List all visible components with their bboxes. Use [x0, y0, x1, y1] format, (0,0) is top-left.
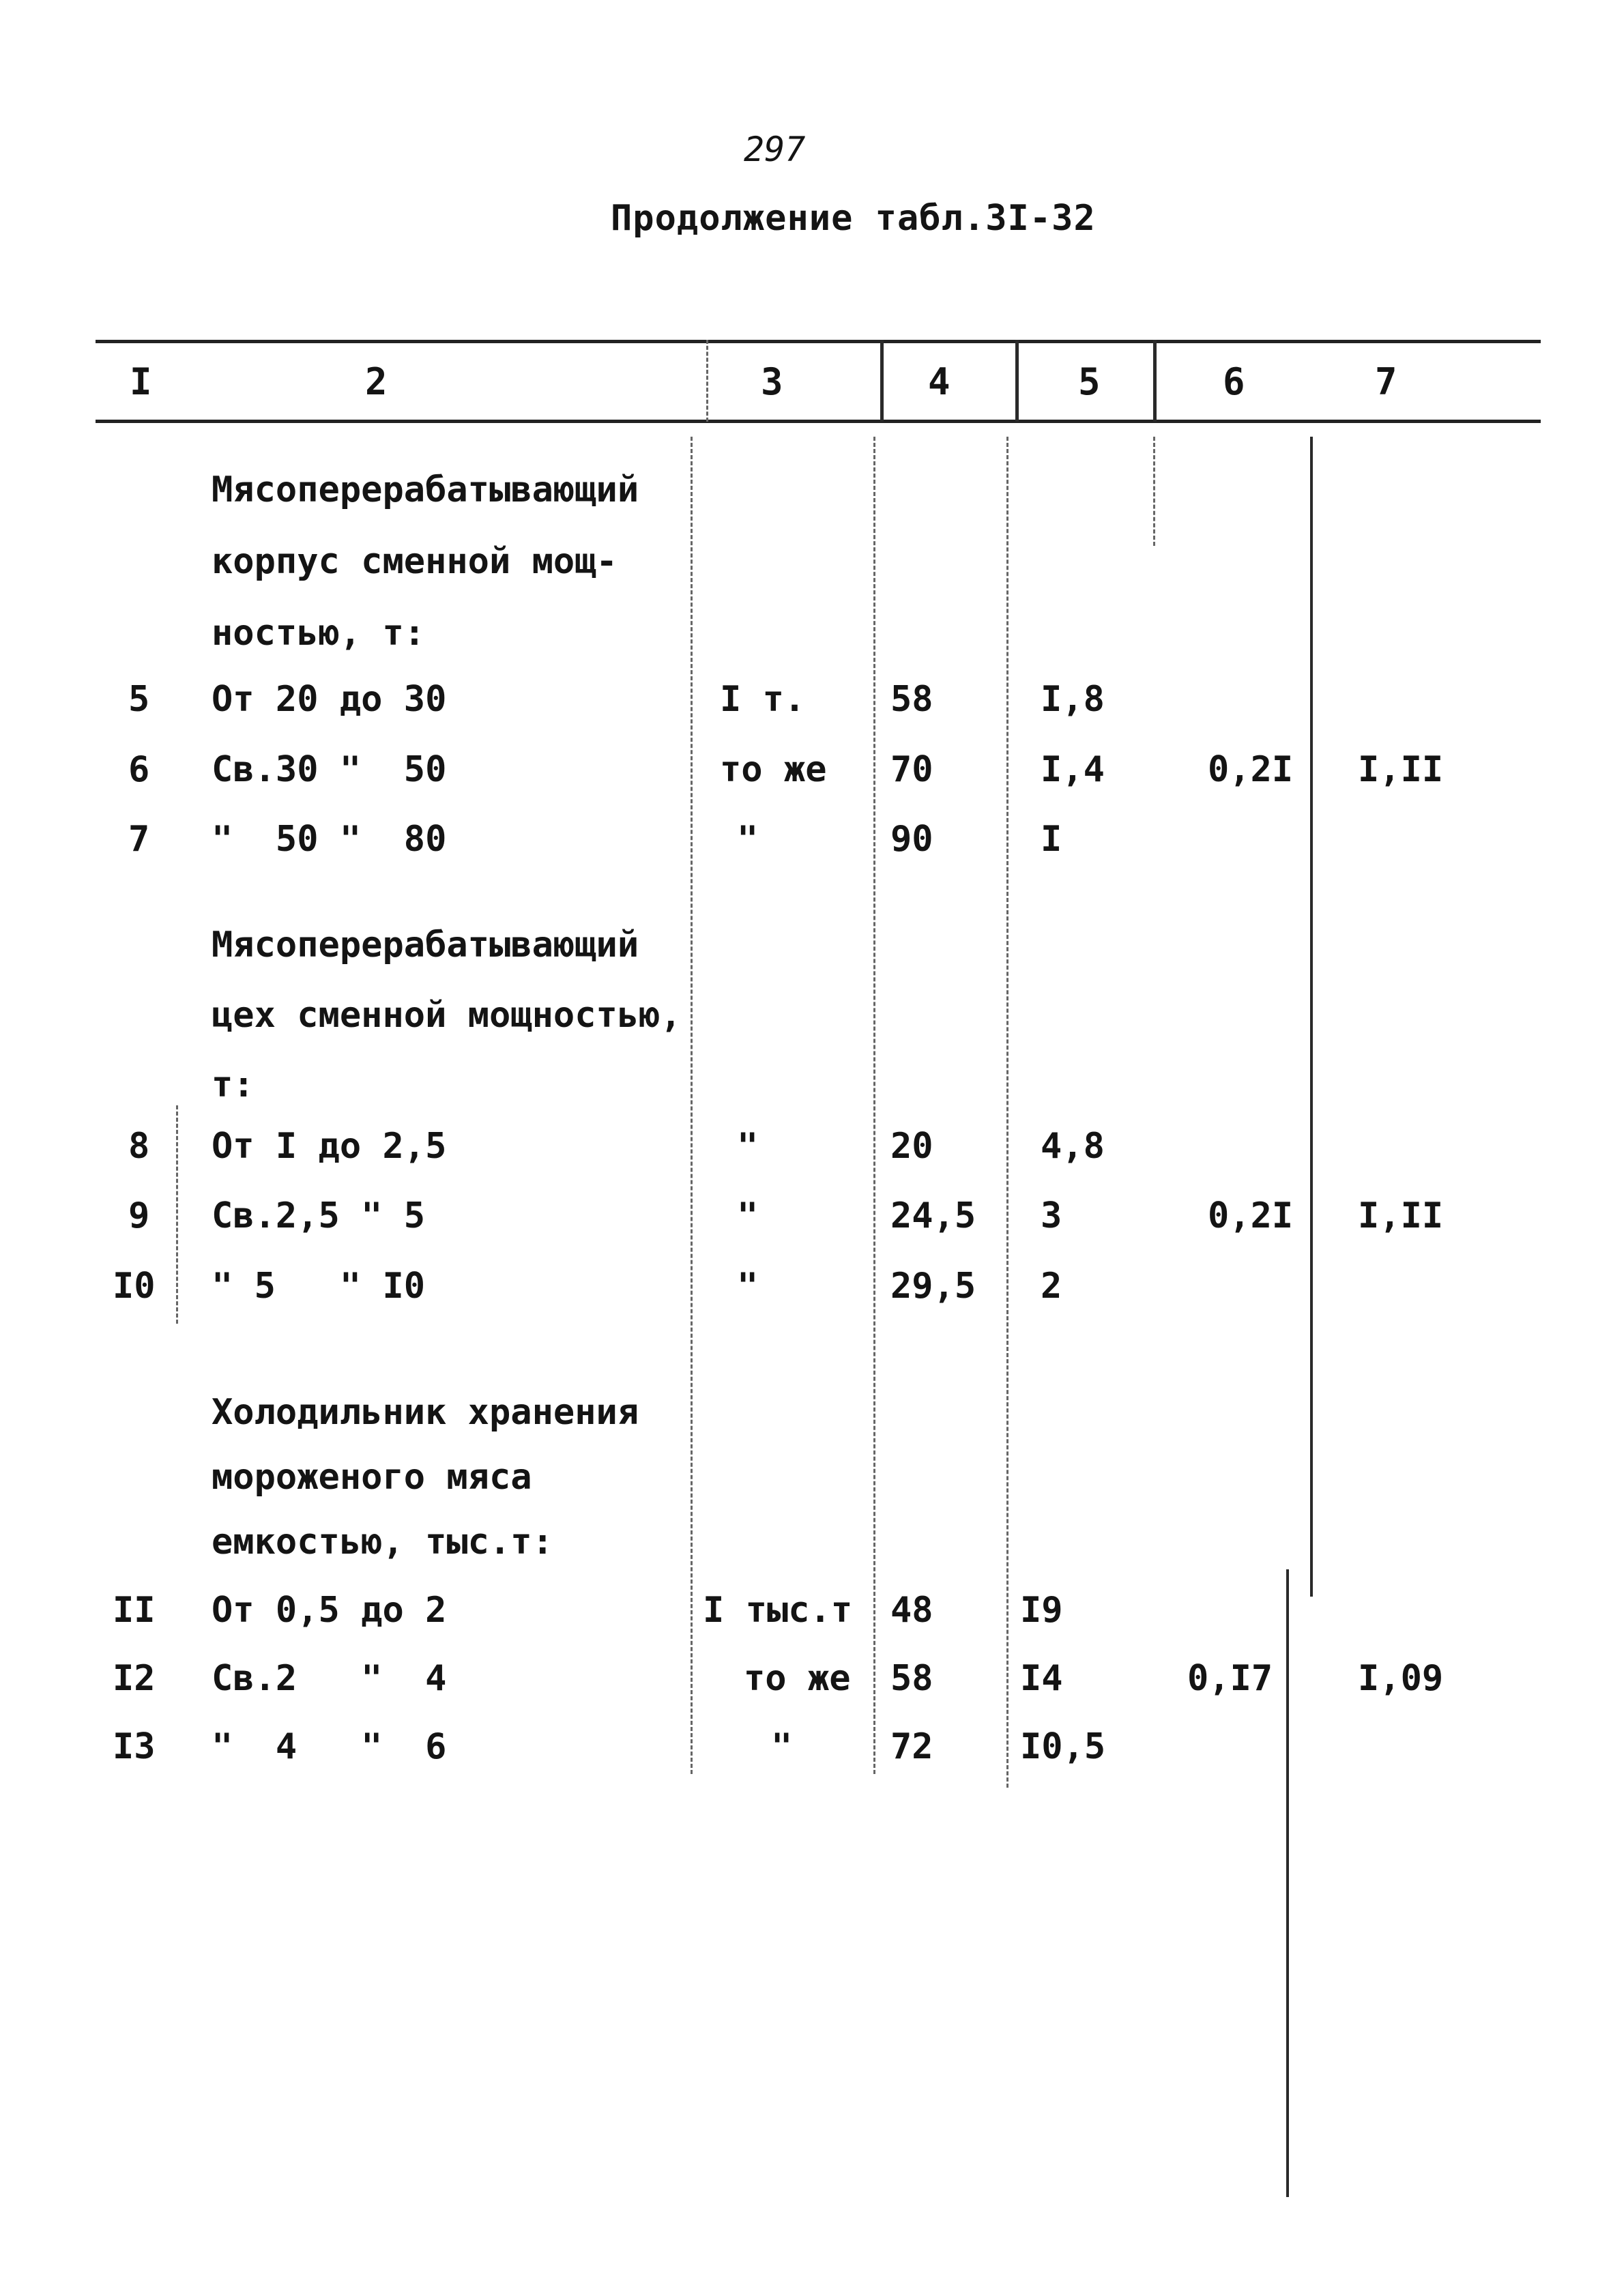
- group-heading-line: т:: [212, 1064, 255, 1105]
- group-heading-line: ностью, т:: [212, 613, 426, 654]
- row-col-6: 0,I7: [1187, 1658, 1273, 1699]
- row-range: От I до 2,5: [212, 1126, 447, 1167]
- row-col-5: 4,8: [1041, 1126, 1105, 1167]
- row-range: " 4 " 6: [212, 1726, 447, 1767]
- row-unit: ": [771, 1726, 793, 1767]
- row-range: От 0,5 до 2: [212, 1590, 447, 1631]
- row-range: Св.2,5 " 5: [212, 1195, 426, 1236]
- row-col-4: 58: [890, 679, 933, 720]
- header-divider-3-4: [880, 340, 884, 422]
- body-divider-5-6: [1153, 437, 1155, 546]
- header-col-5: 5: [1078, 360, 1101, 403]
- row-range: " 5 " I0: [212, 1266, 426, 1307]
- body-divider-1-2: [176, 1105, 178, 1324]
- row-col-5: I,8: [1041, 679, 1105, 720]
- row-col-4: 72: [890, 1726, 933, 1767]
- row-col-5: 2: [1041, 1266, 1062, 1307]
- row-unit: ": [737, 1266, 759, 1307]
- header-col-3: 3: [761, 360, 783, 403]
- header-col-7: 7: [1375, 360, 1397, 403]
- row-number: 6: [128, 749, 150, 790]
- body-divider-4-5: [1006, 437, 1008, 1788]
- row-range: Св.2 " 4: [212, 1658, 447, 1699]
- row-col-4: 29,5: [890, 1266, 976, 1307]
- row-range: " 50 " 80: [212, 819, 447, 860]
- row-col-7: I,II: [1358, 749, 1444, 790]
- row-number: I2: [113, 1658, 156, 1699]
- header-col-1: I: [130, 360, 152, 403]
- row-col-5: I0,5: [1020, 1726, 1106, 1767]
- row-col-4: 90: [890, 819, 933, 860]
- row-unit: ": [737, 1126, 759, 1167]
- row-col-5: I,4: [1041, 749, 1105, 790]
- row-number: II: [113, 1590, 156, 1631]
- table-title: Продолжение табл.3I-32: [611, 198, 1096, 239]
- row-range: Св.30 " 50: [212, 749, 447, 790]
- body-divider-6-7: [1310, 437, 1313, 1597]
- group-heading-line: корпус сменной мощ-: [212, 541, 618, 582]
- row-col-5: I4: [1020, 1658, 1063, 1699]
- row-col-4: 70: [890, 749, 933, 790]
- row-number: 9: [128, 1195, 150, 1236]
- body-divider-6-7-lower: [1286, 1569, 1289, 2197]
- body-divider-2-3: [691, 437, 693, 1774]
- row-number: I0: [113, 1266, 156, 1307]
- header-top-rule: [96, 340, 1541, 343]
- row-unit: I т.: [720, 679, 806, 720]
- row-col-4: 48: [890, 1590, 933, 1631]
- row-range: От 20 до 30: [212, 679, 447, 720]
- group-heading-line: Мясоперерабатывающий: [212, 469, 639, 510]
- row-col-5: 3: [1041, 1195, 1062, 1236]
- row-col-4: 24,5: [890, 1195, 976, 1236]
- row-col-6: 0,2I: [1208, 1195, 1294, 1236]
- header-bottom-rule: [96, 420, 1541, 423]
- row-unit: I тыс.т: [703, 1590, 853, 1631]
- header-divider-5-6: [1153, 340, 1157, 422]
- header-col-6: 6: [1223, 360, 1245, 403]
- group-heading-line: Мясоперерабатывающий: [212, 925, 639, 965]
- row-number: I3: [113, 1726, 156, 1767]
- group-heading-line: емкостью, тыс.т:: [212, 1522, 553, 1563]
- row-unit: ": [737, 1195, 759, 1236]
- body-divider-3-4: [873, 437, 875, 1774]
- row-col-5: I9: [1020, 1590, 1063, 1631]
- row-number: 7: [128, 819, 150, 860]
- row-col-4: 58: [890, 1658, 933, 1699]
- row-unit: ": [737, 819, 759, 860]
- row-number: 5: [128, 679, 150, 720]
- row-col-4: 20: [890, 1126, 933, 1167]
- row-col-7: I,09: [1358, 1658, 1444, 1699]
- page-number: 297: [744, 130, 806, 169]
- row-col-5: I: [1041, 819, 1062, 860]
- header-divider-4-5: [1015, 340, 1019, 422]
- row-unit: то же: [744, 1658, 851, 1699]
- header-divider-2-3: [706, 340, 708, 422]
- row-unit: то же: [720, 749, 827, 790]
- row-col-6: 0,2I: [1208, 749, 1294, 790]
- group-heading-line: мороженого мяса: [212, 1457, 532, 1498]
- group-heading-line: цех сменной мощностью,: [212, 995, 682, 1036]
- group-heading-line: Холодильник хранения: [212, 1392, 639, 1433]
- row-col-7: I,II: [1358, 1195, 1444, 1236]
- header-col-2: 2: [365, 360, 388, 403]
- header-col-4: 4: [928, 360, 950, 403]
- row-number: 8: [128, 1126, 150, 1167]
